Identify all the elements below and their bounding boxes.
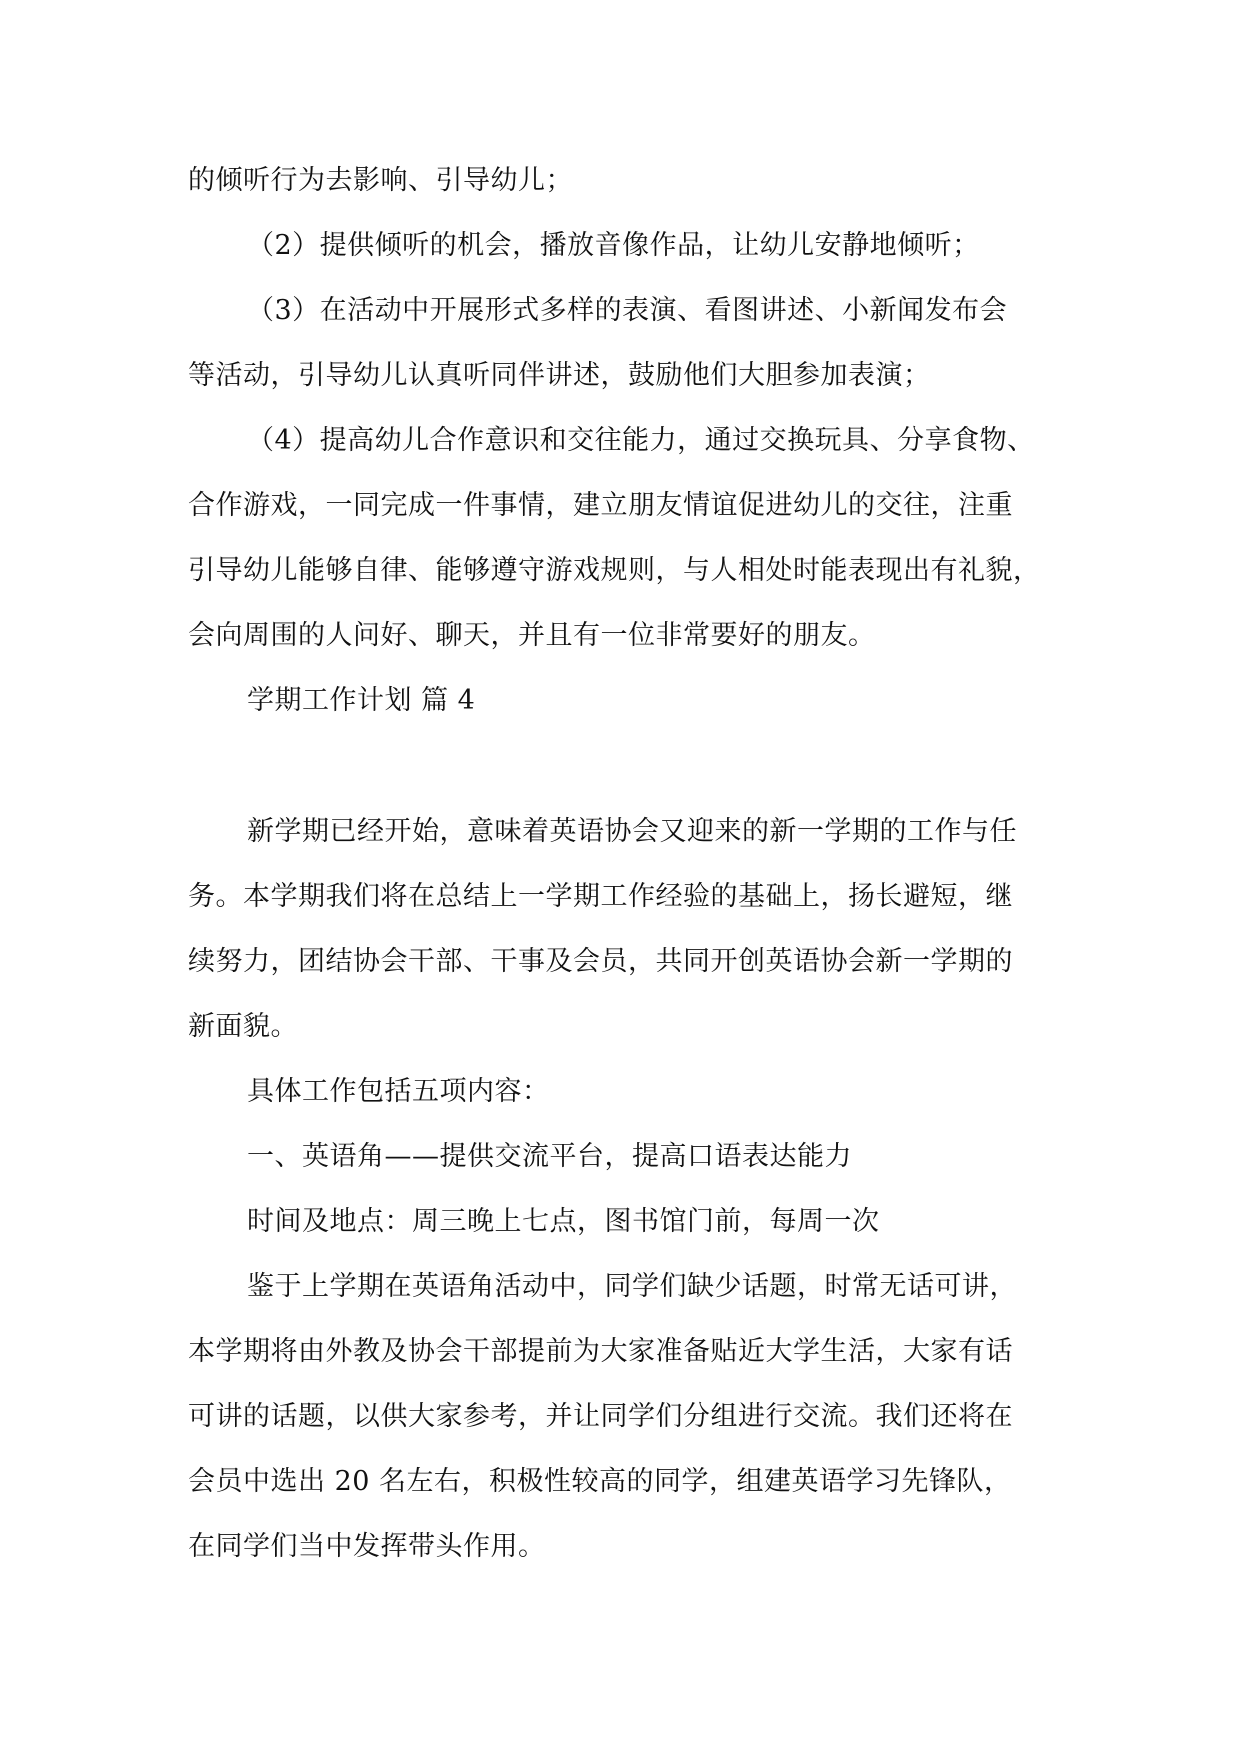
text-line: 的倾听行为去影响、引导幼儿； xyxy=(188,165,573,196)
section-heading: 学期工作计划 篇 4 xyxy=(247,685,476,716)
text-line: （4）提高幼儿合作意识和交往能力，通过交换玩具、分享食物、 xyxy=(247,425,1035,456)
text-line: 具体工作包括五项内容： xyxy=(247,1076,550,1107)
text-line: 引导幼儿能够自律、能够遵守游戏规则，与人相处时能表现出有礼貌， xyxy=(188,555,1041,586)
text-line: 新面貌。 xyxy=(188,1011,298,1042)
text-line: 务。本学期我们将在总结上一学期工作经验的基础上，扬长避短，继 xyxy=(188,881,1013,912)
text-line: 续努力，团结协会干部、干事及会员，共同开创英语协会新一学期的 xyxy=(188,946,1013,977)
text-line: （2）提供倾听的机会，播放音像作品，让幼儿安静地倾听； xyxy=(247,230,980,261)
text-line: 一、英语角——提供交流平台，提高口语表达能力 xyxy=(247,1141,852,1172)
text-line: 本学期将由外教及协会干部提前为大家准备贴近大学生活，大家有话 xyxy=(188,1336,1013,1367)
text-line: 可讲的话题，以供大家参考，并让同学们分组进行交流。我们还将在 xyxy=(188,1401,1013,1432)
text-line: 会向周围的人问好、聊天，并且有一位非常要好的朋友。 xyxy=(188,620,876,651)
text-line: 合作游戏，一同完成一件事情，建立朋友情谊促进幼儿的交往，注重 xyxy=(188,490,1013,521)
text-line: （3）在活动中开展形式多样的表演、看图讲述、小新闻发布会 xyxy=(247,295,1008,326)
text-line: 在同学们当中发挥带头作用。 xyxy=(188,1531,546,1562)
text-line: 等活动，引导幼儿认真听同伴讲述，鼓励他们大胆参加表演； xyxy=(188,360,931,391)
text-line: 会员中选出 20 名左右，积极性较高的同学，组建英语学习先锋队， xyxy=(188,1466,1012,1497)
text-line: 新学期已经开始，意味着英语协会又迎来的新一学期的工作与任 xyxy=(247,816,1017,847)
text-line: 鉴于上学期在英语角活动中，同学们缺少话题，时常无话可讲， xyxy=(247,1271,1017,1302)
text-line: 时间及地点：周三晚上七点，图书馆门前，每周一次 xyxy=(247,1206,880,1237)
